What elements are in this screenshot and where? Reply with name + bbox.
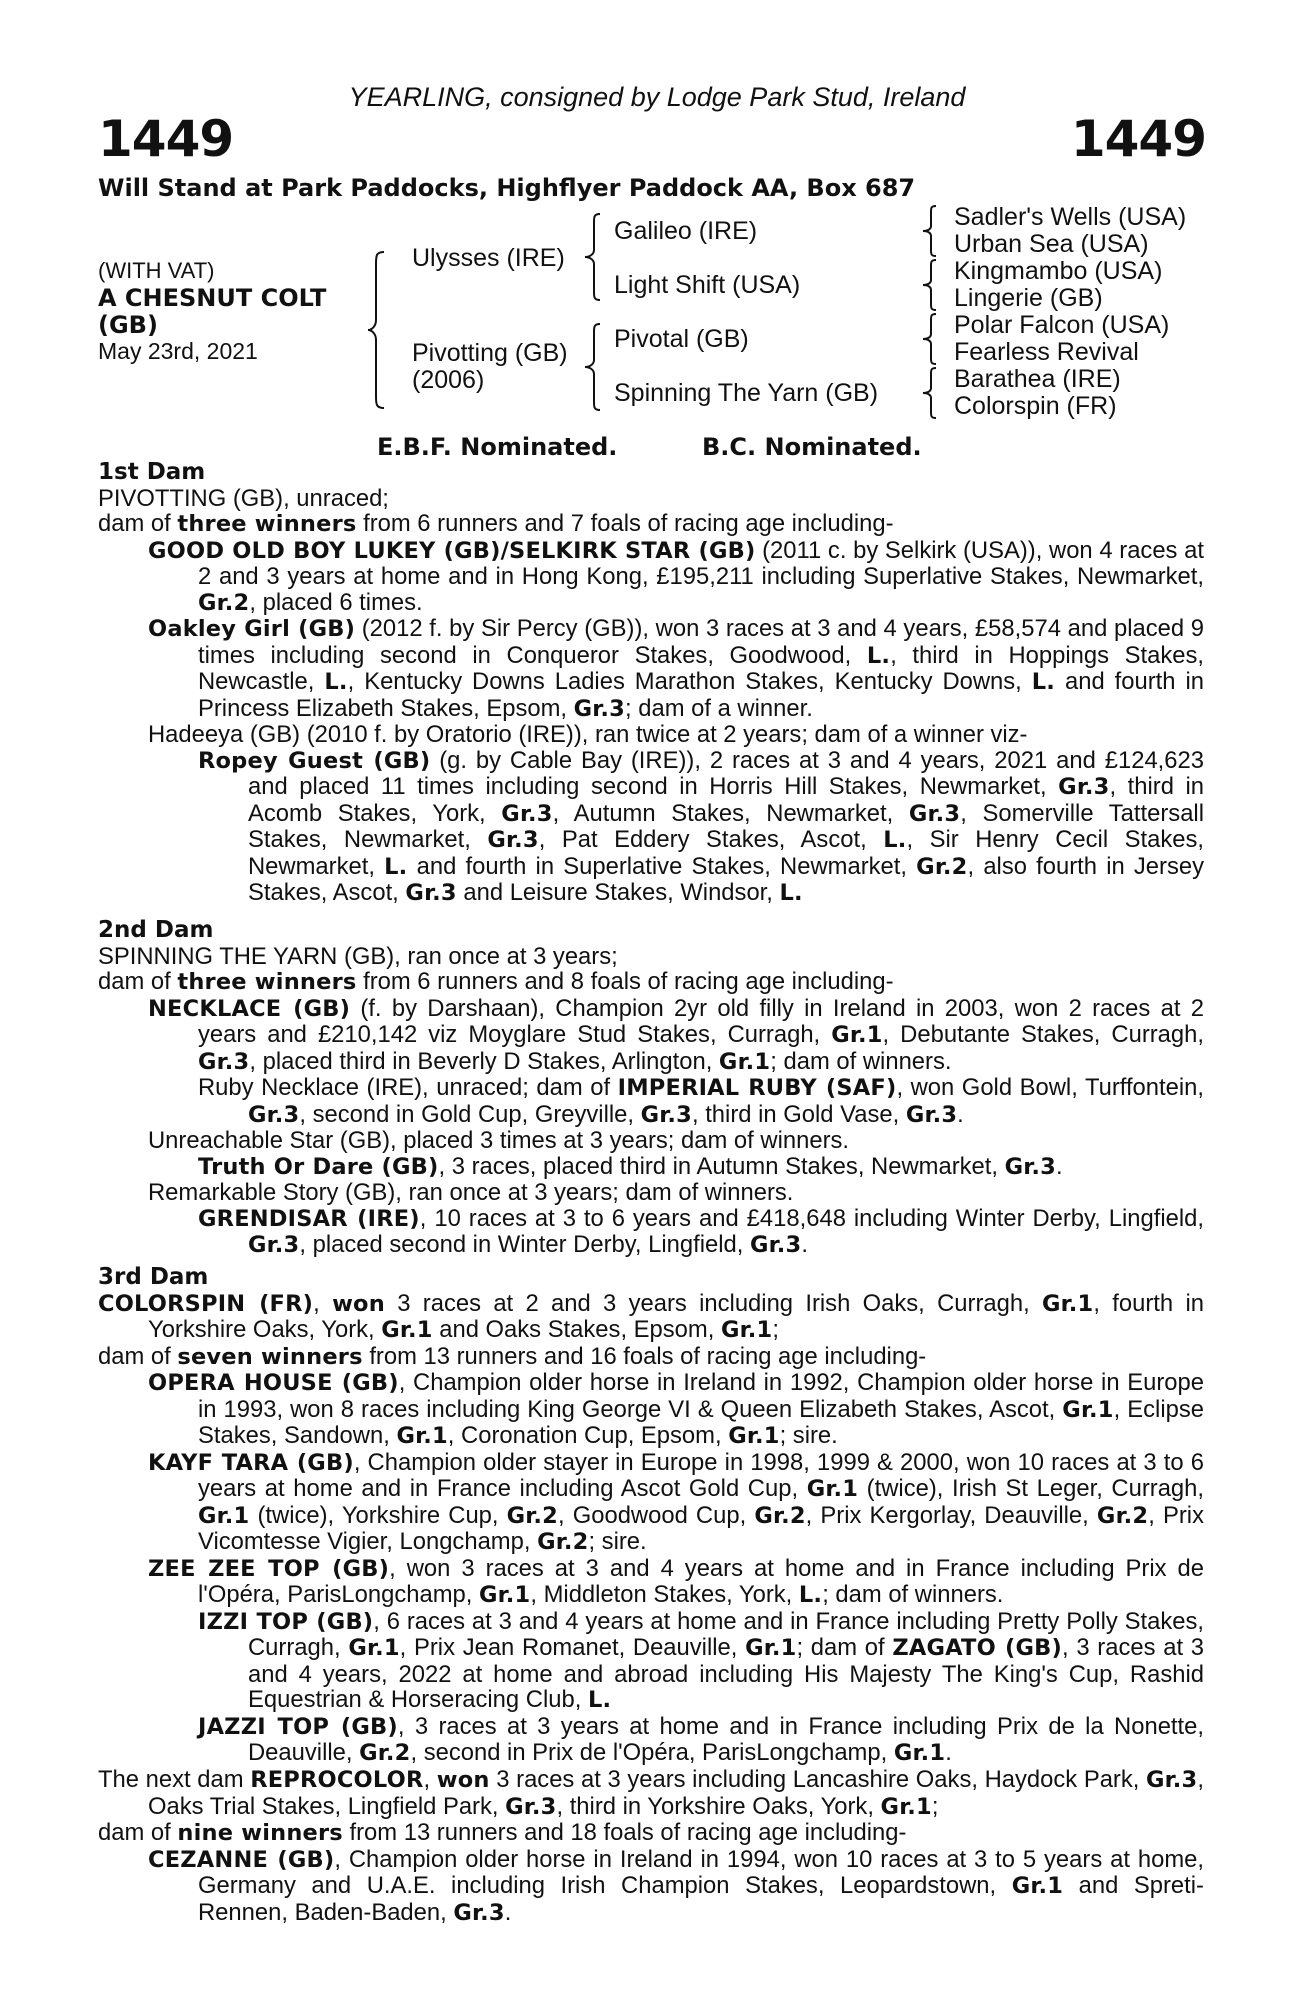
produce-entry: Ruby Necklace (IRE), unraced; dam of IMPERIAL RUBY (SAF), won Gold Bowl, Turffontein, Gr.3, second in Gold Cup, Greyville, Gr.3, third in Gold Vase, Gr.3. <box>198 1074 1205 1128</box>
dam-sire: Pivotal (GB) <box>614 325 749 353</box>
stand-location: Will Stand at Park Paddocks, Highflyer Paddock AA, Box 687 <box>98 174 916 202</box>
produce-entry: CEZANNE (GB), Champion older horse in Ireland in 1994, won 10 races at 3 to 5 years at home, Germany and U.A.E. including Irish Champion Stakes, Leopardstown, Gr.1 and Spreti-Rennen, Baden-Baden, Gr.3. <box>148 1845 1204 1926</box>
produce-entry: ZEE ZEE TOP (GB), won 3 races at 3 and 4 years at home and in France including Prix de l'Opéra, ParisLongchamp, Gr.1, Middleton Stakes, York, L.; dam of winners. <box>148 1554 1205 1608</box>
produce-entry: GOOD OLD BOY LUKEY (GB)/SELKIRK STAR (GB) (2011 c. by Selkirk (USA)), won 4 races at 2 and 3 years at home and in Hong Kong, £195,211 including Superlative Stakes, Newmarket, Gr.2, placed 6 times. <box>148 536 1204 616</box>
sire-sire: Galileo (IRE) <box>614 217 758 245</box>
horse-name-suffix: (GB) <box>98 311 158 339</box>
sire-dam: Light Shift (USA) <box>614 271 801 299</box>
next-dam-name: The next dam REPROCOLOR, won 3 races at 3 years including Lancashire Oaks, Haydock Park, Gr.3, Oaks Trial Stakes, Lingfield Park, Gr.3, third in Yorkshire Oaks, York, Gr.1; <box>98 1766 1204 1820</box>
pedigree-brace-dam <box>582 322 604 412</box>
second-dam-heading: 2nd Dam <box>98 917 214 943</box>
produce-entry: JAZZI TOP (GB), 3 races at 3 years at home and in France including Prix de la Nonette, Deauville, Gr.2, second in Prix de l'Opéra, ParisLongchamp, Gr.1. <box>198 1712 1204 1766</box>
gen3-dds: Barathea (IRE) <box>954 365 1121 393</box>
gen3-dsd: Fearless Revival <box>954 338 1139 366</box>
produce-entry: Oakley Girl (GB) (2012 f. by Sir Percy (GB)), won 3 races at 3 and 4 years, £58,574 and placed 9 times including second in Conqueror Stakes, Goodwood, L., third in Hoppings Stakes, Newcastle, L., Kentucky Downs Ladies Marathon Stakes, Kentucky Downs, L. and fourth in Princess Elizabeth Stakes, Epsom, Gr.3; dam of a winner. <box>148 615 1204 722</box>
pedigree-brace-gen3-3 <box>920 312 940 366</box>
ebf-nomination: E.B.F. Nominated. <box>377 433 618 461</box>
third-dam-heading: 3rd Dam <box>98 1264 209 1290</box>
produce-entry: OPERA HOUSE (GB), Champion older horse in Ireland in 1992, Champion older horse in Europe in 1993, won 8 races including King George VI & Queen Elizabeth Stakes, Ascot, Gr.1, Eclipse Stakes, Sandown, Gr.1, Coronation Cup, Epsom, Gr.1; sire. <box>148 1369 1205 1449</box>
gen3-ddd: Colorspin (FR) <box>954 392 1117 420</box>
vat-note: (WITH VAT) <box>98 258 215 283</box>
first-dam-section <box>98 460 1204 907</box>
third-dam-section <box>98 1265 1204 1767</box>
pedigree-brace-main <box>366 250 390 410</box>
horse-name: A CHESNUT COLT <box>98 284 327 312</box>
produce-entry: Remarkable Story (GB), ran once at 3 years; dam of winners. <box>148 1179 794 1206</box>
gen3-dss: Polar Falcon (USA) <box>954 311 1170 339</box>
lot-number-right: 1449 <box>1070 110 1206 168</box>
lot-number-left: 1449 <box>98 110 234 168</box>
pedigree-brace-gen3-4 <box>920 366 940 420</box>
dam-year: (2006) <box>412 366 485 394</box>
produce-entry: KAYF TARA (GB), Champion older stayer in Europe in 1998, 1999 & 2000, won 10 races at 3 to 6 years at home and in France including Ascot Gold Cup, Gr.1 (twice), Irish St Leger, Curragh, Gr.1 (twice), Yorkshire Cup, Gr.2, Goodwood Cup, Gr.2, Prix Kergorlay, Deauville, Gr.2, Prix Vicomtesse Vigier, Longchamp, Gr.2; sire. <box>148 1448 1205 1555</box>
gen3-ssd: Urban Sea (USA) <box>954 230 1149 258</box>
produce-entry: Ropey Guest (GB) (g. by Cable Bay (IRE)), 2 races at 3 and 4 years, 2021 and £124,623 and placed 11 times including second in Horris Hill Stakes, Newmarket, Gr.3, third in Acomb Stakes, York, Gr.3, Autumn Stakes, Newmarket, Gr.3, Somerville Tattersall Stakes, Newmarket, Gr.3, Pat Eddery Stakes, Ascot, L., Sir Henry Cecil Stakes, Newmarket, L. and fourth in Superlative Stakes, Newmarket, Gr.2, also fourth in Jersey Stakes, Ascot, Gr.3 and Leisure Stakes, Windsor, L. <box>198 746 1205 906</box>
pedigree-brace-gen3-2 <box>920 258 940 312</box>
second-dam-produce: dam of three winners from 6 runners and 8 foals of racing age including- <box>98 968 894 995</box>
produce-entry: IZZI TOP (GB), 6 races at 3 and 4 years at home and in France including Pretty Polly Stakes, Curragh, Gr.1, Prix Jean Romanet, Deauville, Gr.1; dam of ZAGATO (GB), 3 races at 3 and 4 years, 2022 at home and abroad including His Majesty The King's Cup, Rashid Equestrian & Horseracing Club, L. <box>198 1607 1205 1713</box>
consignment-line: YEARLING, consigned by Lodge Park Stud, Ireland <box>348 82 966 112</box>
produce-entry: Truth Or Dare (GB), 3 races, placed third in Autumn Stakes, Newmarket, Gr.3. <box>198 1152 1063 1180</box>
sire-name: Ulysses (IRE) <box>412 244 565 272</box>
produce-entry: Unreachable Star (GB), placed 3 times at 3 years; dam of winners. <box>148 1127 849 1154</box>
next-dam-produce: dam of nine winners from 13 runners and 18 foals of racing age including- <box>98 1819 907 1846</box>
bc-nomination: B.C. Nominated. <box>702 433 922 461</box>
next-dam-section <box>98 1767 1204 1926</box>
produce-entry: GRENDISAR (IRE), 10 races at 3 to 6 years and £418,648 including Winter Derby, Lingfield, Gr.3, placed second in Winter Derby, Lingfield, Gr.3. <box>198 1204 1204 1258</box>
pedigree-brace-gen3-1 <box>920 204 940 258</box>
third-dam-name: COLORSPIN (FR), won 3 races at 2 and 3 years including Irish Oaks, Curragh, Gr.1, fourth in Yorkshire Oaks, York, Gr.1 and Oaks Stakes, Epsom, Gr.1; <box>98 1289 1204 1343</box>
produce-entry: NECKLACE (GB) (f. by Darshaan), Champion 2yr old filly in Ireland in 2003, won 2 races at 2 years and £210,142 viz Moyglare Stud Stakes, Curragh, Gr.1, Debutante Stakes, Curragh, Gr.3, placed third in Beverly D Stakes, Arlington, Gr.1; dam of winners. <box>148 994 1204 1075</box>
first-dam-heading: 1st Dam <box>98 459 206 485</box>
first-dam-name: PIVOTTING (GB), unraced; <box>98 484 389 512</box>
pedigree-brace-sire <box>582 212 604 302</box>
first-dam-produce: dam of three winners from 6 runners and 7 foals of racing age including- <box>98 510 894 537</box>
gen3-sss: Sadler's Wells (USA) <box>954 203 1187 231</box>
produce-entry: Hadeeya (GB) (2010 f. by Oratorio (IRE)), ran twice at 2 years; dam of a winner viz- <box>148 721 1028 748</box>
dam-dam: Spinning The Yarn (GB) <box>614 379 879 407</box>
dam-name: Pivotting (GB) <box>412 339 568 367</box>
gen3-sdd: Lingerie (GB) <box>954 284 1103 312</box>
gen3-sds: Kingmambo (USA) <box>954 257 1163 285</box>
second-dam-name: SPINNING THE YARN (GB), ran once at 3 years; <box>98 942 618 970</box>
foaling-date: May 23rd, 2021 <box>98 338 258 364</box>
third-dam-produce: dam of seven winners from 13 runners and 16 foals of racing age including- <box>98 1342 927 1370</box>
second-dam-section <box>98 918 1204 1259</box>
